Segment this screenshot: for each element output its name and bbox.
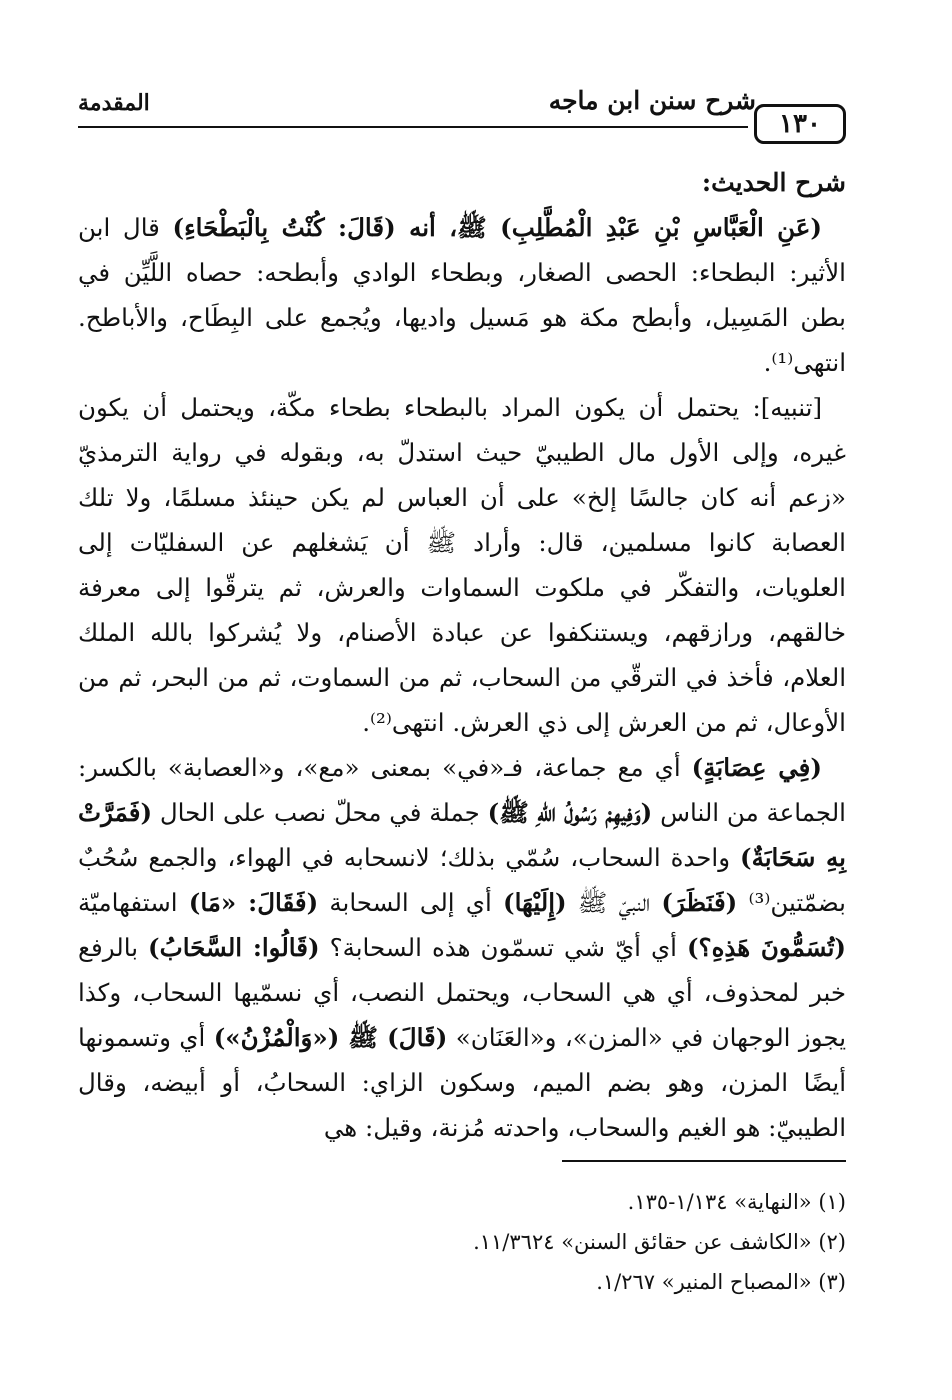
footnotes bbox=[78, 1182, 846, 1302]
footnote-2: (٢) «الكاشف عن حقائق السنن» ١١/٣٦٢٤. bbox=[473, 1230, 846, 1254]
paragraph-1 bbox=[78, 205, 846, 385]
commentary-text: النبيّ ﷺ bbox=[566, 888, 662, 917]
hadith-quote: (قَالَ: كُنْتُ بِالْبَطْحَاءِ) bbox=[172, 213, 396, 242]
hadith-quote: (قَالَ) ﷺ («وَالْمُزْنُ») bbox=[213, 1023, 448, 1052]
hadith-quote: (فَمَرَّتْ بِهِ سَحَابَةٌ) bbox=[78, 798, 846, 872]
commentary-text: أي إلى السحابة bbox=[318, 888, 503, 917]
commentary-text: أي أيّ شي تسمّون هذه السحابة؟ bbox=[319, 933, 687, 962]
book-title: شرح سنن ابن ماجه bbox=[548, 86, 756, 115]
paragraph-3 bbox=[78, 745, 846, 1150]
commentary-text: بالرفع خبر لمحذوف، أي هي السحاب، ويحتمل النصب، أي نسمّيها السحاب، وكذا يجوز الوجهان في «المزن»، و«العَنَان» bbox=[78, 933, 847, 1052]
commentary-text: جملة في محلّ نصب على الحال bbox=[152, 798, 488, 827]
hadith-quote: (فِي عِصَابَةٍ) bbox=[691, 753, 822, 782]
hadith-narrator: (عَنِ الْعَبَّاسِ بْنِ عَبْدِ الْمُطَّلِبِ) ﷺ، أنه bbox=[395, 213, 822, 242]
footnote-separator bbox=[562, 1160, 846, 1162]
commentary-text: استفهاميّة bbox=[78, 888, 189, 917]
page-header bbox=[78, 80, 846, 150]
commentary-text: أي وتسمونها أيضًا المزن، وهو بضم الميم، وسكون الزاي: السحابُ، أو أبيضه، وقال الطيبيّ: هو الغيم والسحاب، واحدته مُزنة، وقيل: هي bbox=[78, 1023, 846, 1142]
hadith-quote: (فَنَظَرَ) bbox=[661, 888, 738, 917]
commentary-text: واحدة السحاب، سُمّي بذلك؛ لانسحابه في الهواء، والجمع سُحُبٌ بضمّتين⁽³⁾ bbox=[78, 843, 846, 917]
hadith-quote: (قَالُوا: السَّحَابُ) bbox=[148, 933, 320, 962]
commentary-text: قال ابن الأثير: البطحاء: الحصى الصغار، وبطحاء الوادي وأبطحه: حصاه اللَّيِّن في بطن المَسِيل، وأبطح مكة هو مَسيل واديها، ويُجمع على البِطَاح، والأباطح. انتهى⁽¹⁾. bbox=[78, 213, 846, 377]
header-rule bbox=[78, 126, 748, 128]
footnote-1: (١) «النهاية» ١/١٣٤-١٣٥. bbox=[627, 1190, 846, 1214]
paragraph-2: [تنبيه]: يحتمل أن يكون المراد بالبطحاء بطحاء مكّة، ويحتمل أن يكون غيره، وإلى الأول مال الطيبيّ حيث استدلّ به، وبقوله في رواية الترمذيّ «زعم أنه كان جالسًا إلخ» على أن العباس لم يكن حينئذ مسلمًا، ولا تلك العصابة كانوا مسلمين، قال: وأراد ﷺ أن يَشغلهم عن السفليّات إلى العلويات، والتفكّر في ملكوت السماوات والعرش، ثم يترقّوا إلى معرفة خالقهم، ورازقهم، ويستنكفوا عن عبادة الأصنام، ولا يُشركوا بالله الملك العلام، فأخذ في الترقّي من السحاب، ثم من السماوت، ثم من البحر، ثم من الأوعال، ثم من العرش إلى ذي العرش. انتهى⁽²⁾. bbox=[78, 393, 846, 737]
main-text bbox=[78, 160, 846, 1150]
hadith-quote: (وَفِيهِمْ رَسُولُ اللهِ ﷺ) bbox=[487, 798, 653, 827]
hadith-quote: (إِلَيْهَا) bbox=[502, 888, 567, 917]
footnote-3: (٣) «المصباح المنير» ١/٢٦٧. bbox=[596, 1270, 846, 1294]
page-number: ١٣٠ bbox=[754, 104, 846, 144]
hadith-quote: (فَقَالَ: «مَا) bbox=[188, 888, 319, 917]
commentary-text: أي مع جماعة، فـ«في» بمعنى «مع»، و«العصابة» بالكسر: الجماعة من الناس bbox=[78, 753, 846, 827]
hadith-quote: (تُسَمُّونَ هَذِهِ؟) bbox=[686, 933, 847, 962]
section-heading: شرح الحديث: bbox=[701, 168, 846, 197]
section-title: المقدمة bbox=[78, 90, 150, 116]
